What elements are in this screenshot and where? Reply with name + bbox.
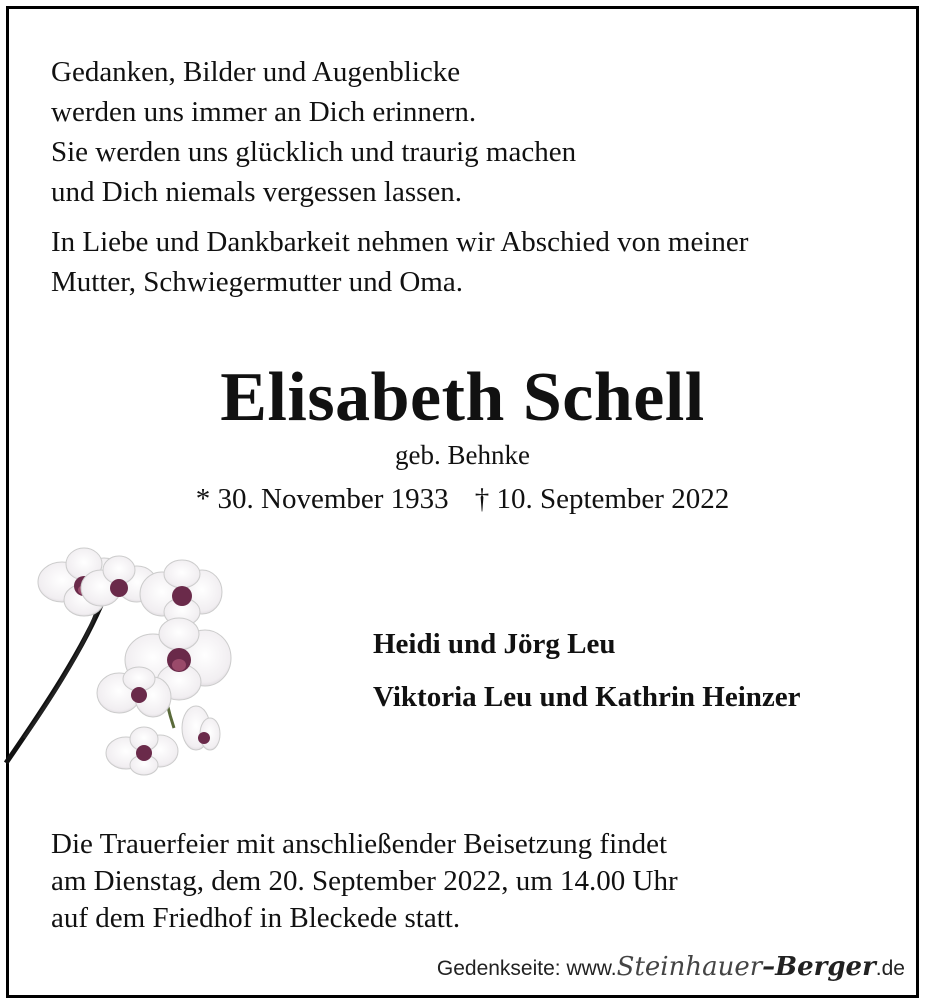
death-date: † 10. September 2022 bbox=[474, 483, 730, 515]
credit-suffix: .de bbox=[875, 957, 905, 980]
birth-date: * 30. November 1933 bbox=[195, 483, 449, 515]
brand-name-part1: Steinhauer bbox=[616, 952, 763, 982]
brand-dash: – bbox=[762, 952, 776, 982]
mourners-list bbox=[373, 624, 801, 730]
poem bbox=[51, 52, 576, 212]
funeral-line: am Dienstag, dem 20. September 2022, um 14.00 Uhr bbox=[51, 865, 678, 897]
farewell-line: Mutter, Schwiegermutter und Oma. bbox=[51, 266, 463, 298]
poem-line: und Dich niemals vergessen lassen. bbox=[51, 176, 463, 208]
maiden-name: geb. Behnke bbox=[395, 440, 530, 470]
credit-prefix: Gedenkseite: www. bbox=[436, 957, 617, 980]
funeral-line: Die Trauerfeier mit anschließender Beisetzung findet bbox=[51, 828, 668, 860]
poem-line: Sie werden uns glücklich und traurig machen bbox=[51, 136, 577, 168]
mourner: Heidi und Jörg Leu bbox=[373, 628, 616, 660]
life-dates bbox=[0, 480, 925, 518]
funeral-notice bbox=[51, 826, 678, 937]
brand-name-part2: Berger bbox=[775, 952, 876, 982]
mourner: Viktoria Leu und Kathrin Heinzer bbox=[373, 681, 801, 713]
farewell-line: In Liebe und Dankbarkeit nehmen wir Abschied von meiner bbox=[51, 226, 749, 258]
funeral-line: auf dem Friedhof in Bleckede statt. bbox=[51, 902, 461, 934]
deceased-name: Elisabeth Schell bbox=[220, 359, 705, 436]
orchid-icon bbox=[4, 538, 234, 783]
poem-line: werden uns immer an Dich erinnern. bbox=[51, 96, 477, 128]
poem-line: Gedanken, Bilder und Augenblicke bbox=[51, 56, 461, 88]
memorial-page-credit[interactable] bbox=[437, 952, 905, 982]
farewell-text bbox=[51, 222, 748, 302]
